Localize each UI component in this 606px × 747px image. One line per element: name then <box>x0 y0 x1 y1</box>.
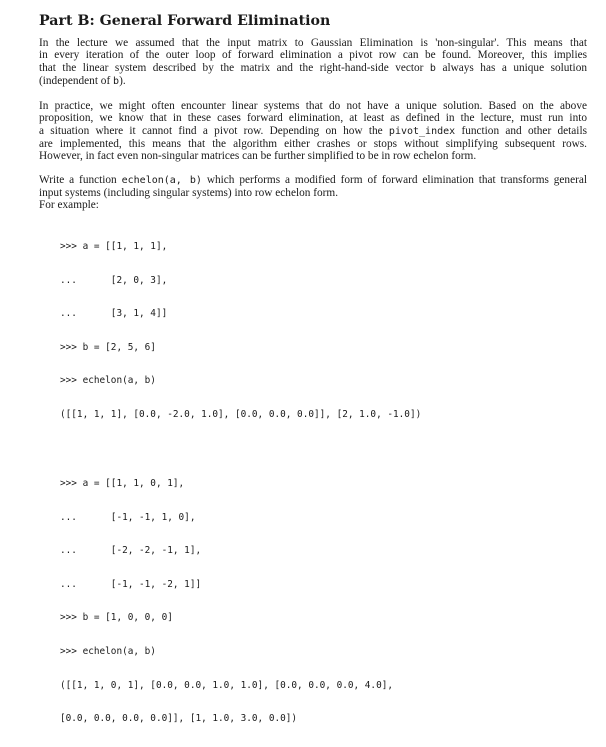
paragraph-line: (independent of b). <box>39 74 126 87</box>
paragraph-line: are implemented, this means that the algorithm either crashes or stops without simplifying subsequent rows. <box>39 138 587 151</box>
paragraph-line: that the linear system described by the matrix and the right-hand-side vector b always has a unique solution <box>39 61 587 74</box>
paragraph-line: in every iteration of the outer loop of forward elimination a pivot row can be found. Moreover, this implies <box>39 49 587 62</box>
paragraph-line: In practice, we might often encounter linear systems that do not have a unique solution. Based on the above <box>39 100 587 113</box>
paragraph-practice <box>39 100 587 162</box>
paragraph-line: For example: <box>39 199 99 212</box>
paragraph-line: a situation where it cannot find a pivot row. Depending on how the pivot_index function and other details <box>39 124 587 137</box>
paragraph-line: In the lecture we assumed that the input matrix to Gaussian Elimination is 'non-singular'. This means that <box>39 37 587 49</box>
code-example-2 <box>60 456 587 747</box>
code-line: >>> b = [1, 0, 0, 0] <box>60 612 173 624</box>
code-line: >>> a = [[1, 1, 0, 1], <box>60 477 185 489</box>
code-example-1 <box>60 219 587 443</box>
code-line: >>> a = [[1, 1, 1], <box>60 240 168 252</box>
code-line: ... [3, 1, 4]] <box>60 308 168 320</box>
paragraph-line: However, in fact even non-singular matrices can be further simplified to be in row echelon form. <box>39 150 477 163</box>
paragraph-line: proposition, we know that in these cases forward elimination, at least as defined in the lecture, must run into <box>39 112 587 125</box>
code-line: ([[1, 1, 0, 1], [0.0, 0.0, 1.0, 1.0], [0.0, 0.0, 0.0, 4.0], <box>60 679 394 691</box>
code-line: ... [-1, -1, -2, 1]] <box>60 578 202 590</box>
document-page <box>39 12 587 747</box>
paragraph-line: input systems (including singular systems) into row echelon form. <box>39 186 339 199</box>
code-line: ... [2, 0, 3], <box>60 274 168 286</box>
section-title: Part B: General Forward Elimination <box>39 13 331 29</box>
code-line: [0.0, 0.0, 0.0, 0.0]], [1, 1.0, 3.0, 0.0]) <box>60 713 298 725</box>
paragraph-intro <box>39 37 587 88</box>
paragraph-line: Write a function echelon(a, b) which performs a modified form of forward elimination that transforms general <box>39 173 588 186</box>
code-line: ([[1, 1, 1], [0.0, -2.0, 1.0], [0.0, 0.0, 0.0]], [2, 1.0, -1.0]) <box>60 408 422 420</box>
spacer <box>60 443 587 456</box>
code-examples <box>60 219 587 747</box>
code-line: ... [-2, -2, -1, 1], <box>60 545 202 557</box>
code-line: >>> echelon(a, b) <box>60 645 156 657</box>
code-line: >>> b = [2, 5, 6] <box>60 341 156 353</box>
code-line: >>> echelon(a, b) <box>60 375 156 387</box>
code-line: ... [-1, -1, 1, 0], <box>60 511 196 523</box>
paragraph-task <box>39 174 587 212</box>
